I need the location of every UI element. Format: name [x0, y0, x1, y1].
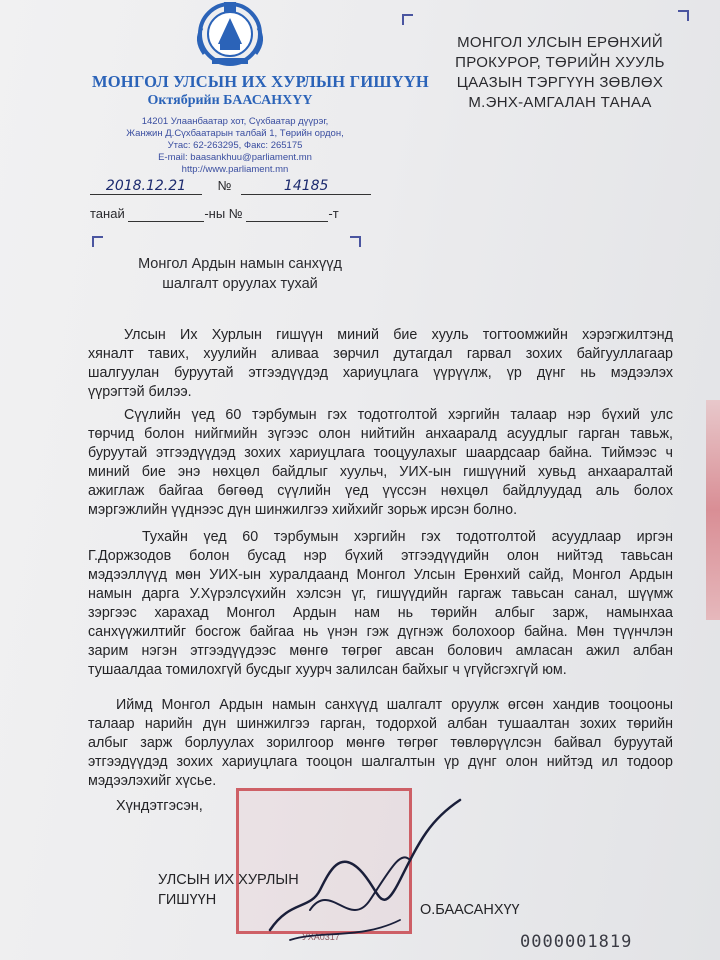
recipient-line: М.ЭНХ-АМГАЛАН ТАНАА	[468, 94, 652, 111]
handwritten-signature-icon	[250, 790, 470, 950]
address-line: 14201 Улаанбаатар хот, Сүхбаатар дүүрэг,	[141, 116, 329, 127]
text-line: санхүүжилтийг босгож байгаа нь үнэн гэж дүгнэж болохоор байна. Мөн түүнчлэн	[88, 624, 673, 640]
corner-mark	[350, 236, 361, 247]
text-line: мэдээллүүд мөн УИХ-ын хуралдаанд Монгол Улсын Ерөнхий сайд, Монгол Ардын	[88, 567, 673, 583]
reply-reference-row	[90, 206, 339, 222]
email-line: E-mail: baasankhuu@parliament.mn	[158, 152, 312, 163]
stamp-code: УХА0317	[302, 932, 340, 942]
letter-date: 2018.12.21	[90, 178, 202, 195]
text-line: мэдээлэхийг хүсье.	[88, 773, 217, 789]
text-line: намын дарга У.Хүрэлсүхийн хэлсэн үг, гишүүдийн гаргаж тавьсан санал, шүүмж	[88, 586, 673, 602]
corner-mark	[678, 10, 689, 21]
letterhead-member-name: Октябрийн БААСАНХҮҮ	[147, 93, 313, 108]
recipient-line: МОНГОЛ УЛСЫН ЕРӨНХИЙ	[457, 34, 663, 51]
body-paragraph-4	[88, 696, 673, 791]
phone-line: Утас: 62-263295, Факс: 265175	[167, 140, 303, 151]
recipient-line: ЦААЗЫН ТЭРГҮҮН ЗӨВЛӨХ	[456, 74, 664, 91]
reply-suffix: -т	[328, 206, 339, 221]
text-line: зарим нэгэн этгээдүүдээс мөнгө төгрөг авсан болович амласан ажил албан	[88, 643, 673, 659]
text-line: төрчид болон нийгмийн зүгээс олон нийтийн анхааралд асуудлыг гарган тавьж,	[88, 426, 673, 442]
text-line: албыг зарж борлуулах зорилгоор мөнгө төгрөг төвлөрүүлсэн байвал буруутай	[88, 735, 673, 751]
text-line: Иймд Монгол Ардын намын санхүүд шалгалт оруулж өгсөн хандив тооцооны	[116, 697, 673, 713]
text-line: миний бие энэ нөхцөл байдлыг хуульч, УИХ-ын гишүүний хувьд анхааралтай	[88, 464, 673, 480]
body-paragraph-1	[88, 326, 673, 402]
text-line: Улсын Их Хурлын гишүүн миний бие хууль тогтоомжийн хэрэгжилтэнд	[124, 327, 673, 343]
state-emblem-icon	[190, 0, 270, 72]
text-line: зэргээс харахад Монгол Ардын нам нь төрийн албыг зарж, намынхаа	[88, 605, 673, 621]
text-line: тушаалдаа томилохгүй бусдыг хуурч залилсан байхыг ч үгүйсгэхгүй юм.	[88, 662, 567, 678]
recipient-line: ПРОКУРОР, ТӨРИЙН ХУУЛЬ	[455, 54, 665, 71]
text-line: Тухайн үед 60 тэрбумын хэргийн гэх тодотголтой асуудлаар иргэн	[142, 529, 673, 545]
number-label: №	[217, 178, 232, 193]
signer-title-line: УЛСЫН ИХ ХУРЛЫН	[158, 872, 299, 888]
date-number-row	[90, 178, 371, 195]
text-line: буруутай этгээдүүдэд зохих хариуцлага тооцуулахыг шаардсаар байна. Тиймээс ч	[88, 445, 673, 461]
text-line: ажиглаж байгаа бөгөөд сүүлийн үед үүссэн нөхцөл байдлуудад аль болох	[88, 483, 673, 499]
text-line: хяналт тавих, хуулийн аливаа зөрчил дутагдал гарвал зохих байгууллагаар	[88, 346, 673, 362]
body-paragraph-3	[88, 528, 673, 680]
signer-title-line: ГИШҮҮН	[158, 892, 217, 908]
letterhead-title: МОНГОЛ УЛСЫН ИХ ХУРЛЫН ГИШҮҮН	[92, 72, 429, 91]
serial-number: 0000001819	[520, 932, 633, 952]
reply-prefix: танай	[90, 206, 125, 221]
text-line: Сүүлийн үед 60 тэрбумын гэх тодотголтой хэргийн талаар нэр бүхий улс	[124, 407, 673, 423]
subject-line: шалгалт оруулах тухай	[162, 276, 318, 292]
text-line: шалгуулан буруутай этгээдүүдэд хариуцлага үүрүүлж, үр дүнг нь мэдээлэх	[88, 365, 673, 381]
corner-mark	[402, 14, 413, 25]
letter-number: 14185	[241, 178, 371, 195]
text-line: үүрэгтэй билээ.	[88, 384, 192, 400]
reply-middle: -ны №	[204, 206, 243, 221]
website-line: http://www.parliament.mn	[181, 164, 289, 175]
signer-name: О.БААСАНХҮҮ	[420, 902, 520, 918]
edge-stamp-mark	[706, 400, 720, 620]
text-line: мэргэжлийн үүднээс дүн шинжилгээ хийхийг зорьж ирсэн болно.	[88, 502, 518, 518]
text-line: талаар нарийн дүн шинжилгээ гарган, тодорхой албан тушаалтан зохих төрийн	[88, 716, 673, 732]
text-line: Г.Доржзодов болон бусад нэр бүхий этгээдүүдийн олон нийтэд тавьсан	[88, 548, 673, 564]
body-paragraph-2	[88, 406, 673, 520]
closing-greeting: Хүндэтгэсэн,	[116, 798, 203, 814]
subject-line: Монгол Ардын намын санхүүд	[138, 256, 342, 272]
text-line: этгээдүүдэд зохих хариуцлага тооцон шалгалтын үр дүнг олон нийтэд ил тодоор	[88, 754, 673, 770]
address-line: Жанжин Д.Сүхбаатарын талбай 1, Төрийн ордон,	[126, 128, 344, 139]
corner-mark	[92, 236, 103, 247]
